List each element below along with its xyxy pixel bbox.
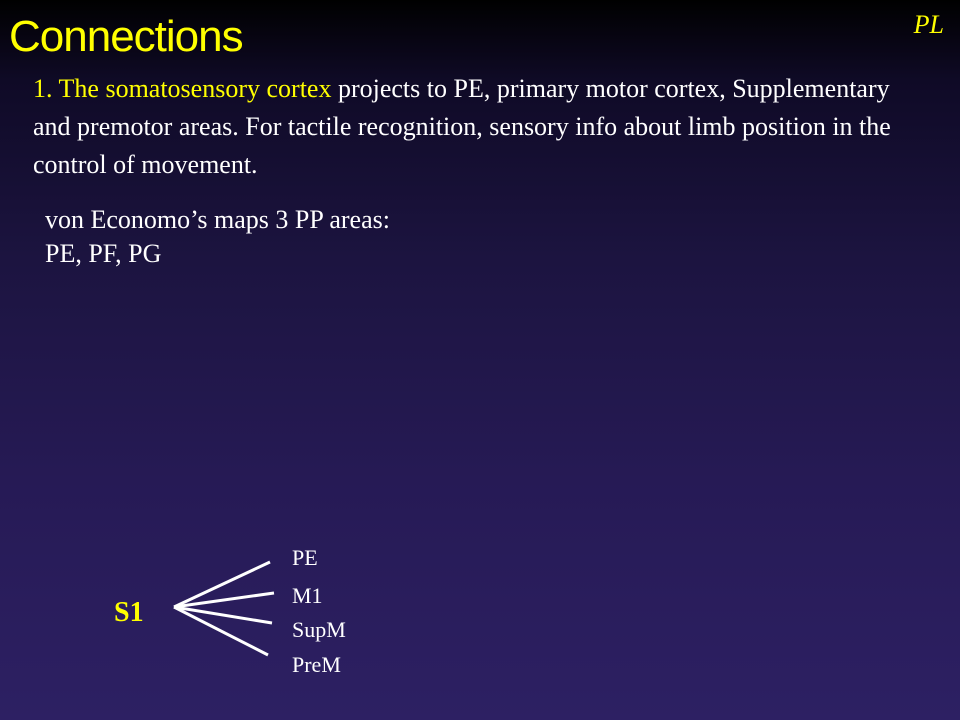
economo-line-2: PE, PF, PG	[45, 239, 162, 268]
paragraph-highlight: The somatosensory cortex	[58, 74, 332, 103]
economo-note	[45, 203, 390, 271]
target-label-m1: M1	[292, 583, 323, 608]
target-label-supm: SupM	[292, 617, 346, 642]
target-label-pe: PE	[292, 545, 318, 570]
source-label-s1: S1	[114, 597, 144, 628]
slide-title: Connections	[9, 12, 243, 61]
paragraph-1	[33, 70, 913, 184]
corner-mark: PL	[913, 10, 944, 39]
connection-lines	[100, 535, 400, 695]
paragraph-rest: projects to PE, primary motor cortex, Supplementary and premotor areas. For tactile recognition, sensory info about limb position in the control of movement.	[33, 74, 891, 179]
target-label-prem: PreM	[292, 652, 341, 677]
connection-diagram	[100, 535, 400, 695]
paragraph-number: 1.	[33, 74, 53, 103]
economo-line-1: von Economo’s maps 3 PP areas:	[45, 205, 390, 234]
